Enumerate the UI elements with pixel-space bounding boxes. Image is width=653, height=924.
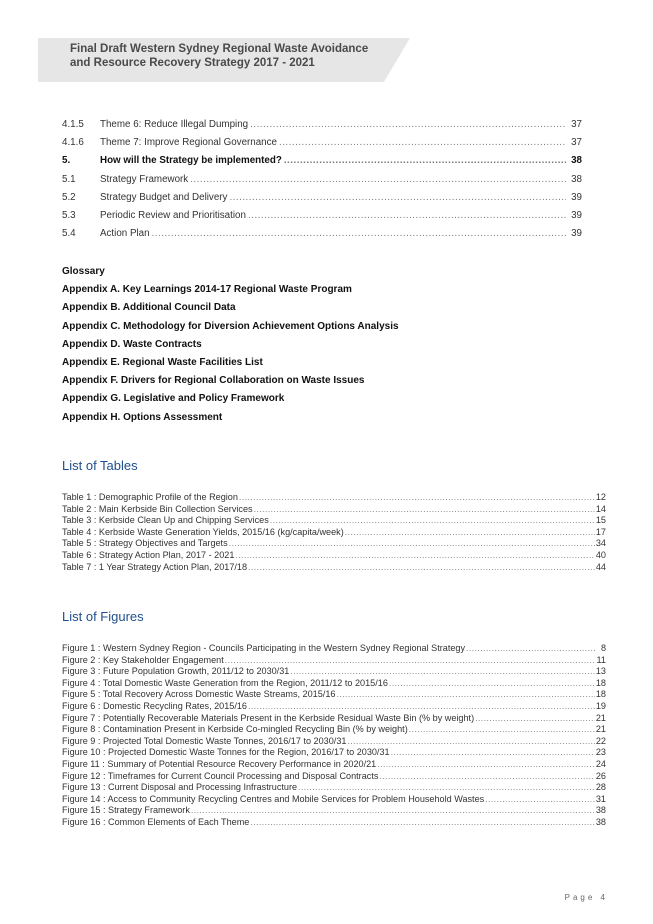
toc-entry-number: 5.2 — [62, 191, 76, 203]
list-item-page: 18 — [595, 689, 606, 700]
list-leader — [250, 817, 595, 827]
list-leader — [290, 666, 595, 676]
list-leader — [379, 771, 594, 781]
toc-leader — [250, 119, 566, 130]
toc-entry-number: 5.3 — [62, 209, 76, 221]
table-list-item[interactable] — [62, 527, 606, 539]
list-item-title: Figure 12 : Timeframes for Current Council Processing and Disposal Contracts — [62, 770, 379, 781]
toc-entry[interactable] — [62, 210, 582, 228]
list-leader — [239, 492, 595, 502]
list-item-page: 24 — [595, 758, 606, 769]
list-item-title: Table 5 : Strategy Objectives and Targets — [62, 538, 228, 549]
list-leader — [389, 678, 595, 688]
toc-entry-title: Theme 6: Reduce Illegal Dumping — [100, 119, 249, 130]
list-item-page: 11 — [596, 654, 606, 665]
list-item-title: Figure 15 : Strategy Framework — [62, 805, 190, 816]
figure-list-item[interactable] — [62, 724, 606, 736]
list-item-page: 18 — [595, 677, 606, 688]
toc-entry[interactable] — [62, 228, 582, 246]
list-leader — [347, 736, 594, 746]
list-item-title: Table 7 : 1 Year Strategy Action Plan, 2017/18 — [62, 561, 248, 572]
list-item-page: 19 — [595, 700, 606, 711]
appendix-list — [62, 265, 582, 429]
appendix-f-link[interactable]: Appendix F. Drivers for Regional Collaboration on Waste Issues — [62, 375, 365, 387]
figure-list-item[interactable] — [62, 782, 606, 794]
toc-entry-page: 37 — [571, 119, 582, 130]
appendix-b-link[interactable]: Appendix B. Additional Council Data — [62, 302, 236, 314]
list-item-title: Figure 2 : Key Stakeholder Engagement — [62, 654, 224, 665]
document-title — [70, 42, 410, 70]
list-item-title: Figure 13 : Current Disposal and Processing Infrastructure — [62, 782, 298, 793]
list-item-title: Table 2 : Main Kerbside Bin Collection Services — [62, 503, 253, 514]
list-item-title: Figure 5 : Total Recovery Across Domestic Waste Streams, 2015/16 — [62, 689, 336, 700]
list-leader — [270, 515, 595, 525]
toc-entry-number: 4.1.5 — [62, 119, 84, 130]
figure-list-item[interactable] — [62, 643, 606, 655]
list-leader — [377, 759, 595, 769]
appendix-h-link[interactable]: Appendix H. Options Assessment — [62, 411, 223, 423]
list-item-page: 26 — [595, 770, 606, 781]
appendix-d-link[interactable]: Appendix D. Waste Contracts — [62, 338, 202, 350]
list-leader — [485, 794, 595, 804]
list-item-page: 8 — [600, 643, 606, 653]
figure-list-item[interactable] — [62, 655, 606, 667]
list-item-page: 21 — [595, 724, 606, 735]
list-item-page: 23 — [595, 747, 606, 758]
toc-entry-title: Periodic Review and Prioritisation — [100, 209, 246, 221]
list-item-page: 28 — [595, 782, 606, 793]
toc-entry-title: How will the Strategy be implemented? — [100, 155, 282, 167]
appendix-a-link[interactable]: Appendix A. Key Learnings 2014-17 Regional Waste Program — [62, 284, 352, 296]
toc-entry-title: Theme 7: Improve Regional Governance — [100, 137, 277, 149]
appendix-e-link[interactable]: Appendix E. Regional Waste Facilities List — [62, 356, 263, 368]
figure-list-item[interactable] — [62, 713, 606, 725]
toc-entry-title: Strategy Budget and Delivery — [100, 191, 228, 203]
figure-list-item[interactable] — [62, 771, 606, 783]
table-list-item[interactable] — [62, 492, 606, 504]
list-item-page: 12 — [595, 492, 606, 502]
toc-leader — [284, 155, 566, 166]
list-item-title: Figure 4 : Total Domestic Waste Generation from the Region, 2011/12 to 2015/16 — [62, 677, 388, 688]
toc-entry-number: 4.1.6 — [62, 137, 84, 149]
list-leader — [336, 689, 594, 699]
toc-leader — [190, 174, 566, 185]
list-item-page: 13 — [595, 666, 606, 677]
toc-leader — [248, 210, 566, 221]
toc-leader — [152, 228, 566, 239]
list-of-tables-heading: List of Tables — [62, 458, 138, 473]
list-item-title: Table 4 : Kerbside Waste Generation Yields, 2015/16 (kg/capita/week) — [62, 526, 344, 537]
table-list-item[interactable] — [62, 538, 606, 550]
toc-entry-number: 5.1 — [62, 173, 76, 185]
list-leader — [409, 724, 595, 734]
table-list-item[interactable] — [62, 562, 606, 574]
list-leader — [254, 504, 595, 514]
list-leader — [248, 701, 595, 711]
appendix-c-link[interactable]: Appendix C. Methodology for Diversion Achievement Options Analysis — [62, 320, 399, 332]
list-item-title: Figure 3 : Future Population Growth, 2011/12 to 2030/31 — [62, 666, 290, 677]
list-leader — [391, 747, 595, 757]
toc-entry-page: 39 — [571, 228, 582, 240]
toc-entry-page: 38 — [571, 155, 582, 167]
list-item-title: Figure 1 : Western Sydney Region - Councils Participating in the Western Sydney Regional Strategy — [62, 643, 466, 653]
list-item-title: Figure 14 : Access to Community Recycling Centres and Mobile Services for Problem Household Wastes — [62, 793, 485, 804]
page-number: 4 — [600, 893, 608, 902]
table-list-item[interactable] — [62, 504, 606, 516]
list-of-tables — [62, 492, 606, 573]
toc-entry-number: 5. — [62, 155, 71, 167]
table-list-item[interactable] — [62, 515, 606, 527]
figure-list-item[interactable] — [62, 666, 606, 678]
table-of-contents — [62, 119, 582, 246]
list-leader — [345, 527, 595, 537]
toc-entry-title: Strategy Framework — [100, 173, 189, 185]
toc-entry[interactable] — [62, 119, 582, 137]
list-item-title: Figure 6 : Domestic Recycling Rates, 2015/16 — [62, 700, 247, 711]
toc-entry[interactable] — [62, 192, 582, 210]
figure-list-item[interactable] — [62, 747, 606, 759]
list-item-title: Figure 7 : Potentially Recoverable Materials Present in the Kerbside Residual Waste Bin (% by weight) — [62, 712, 475, 723]
glossary-link[interactable]: Glossary — [62, 266, 105, 277]
toc-entry-page: 38 — [571, 173, 582, 185]
list-item-page: 14 — [595, 503, 606, 514]
toc-entry-title: Action Plan — [100, 228, 150, 240]
appendix-g-link[interactable]: Appendix G. Legislative and Policy Framework — [62, 393, 285, 405]
list-item-page: 38 — [595, 805, 606, 816]
list-item-title: Figure 10 : Projected Domestic Waste Tonnes for the Region, 2016/17 to 2030/31 — [62, 747, 390, 758]
list-item-page: 31 — [595, 793, 606, 804]
list-item-title: Figure 8 : Contamination Present in Kerbside Co-mingled Recycling Bin (% by weight) — [62, 724, 408, 735]
list-leader — [235, 550, 594, 560]
list-leader — [248, 562, 595, 572]
list-item-page: 34 — [595, 538, 606, 549]
figure-list-item[interactable] — [62, 689, 606, 701]
list-item-page: 38 — [595, 816, 606, 827]
list-item-title: Figure 9 : Projected Total Domestic Waste Tonnes, 2016/17 to 2030/31 — [62, 735, 347, 746]
toc-entry[interactable] — [62, 137, 582, 155]
list-leader — [298, 782, 595, 792]
figure-list-item[interactable] — [62, 736, 606, 748]
toc-entry[interactable] — [62, 155, 582, 173]
toc-entry-page: 39 — [571, 209, 582, 221]
list-leader — [475, 713, 595, 723]
figure-list-item[interactable] — [62, 678, 606, 690]
list-item-page: 40 — [595, 549, 606, 560]
toc-entry-page: 39 — [571, 191, 582, 203]
list-item-title: Table 1 : Demographic Profile of the Region — [62, 492, 238, 502]
list-of-figures — [62, 643, 606, 829]
toc-leader — [229, 192, 566, 203]
list-item-title: Figure 11 : Summary of Potential Resource Recovery Performance in 2020/21 — [62, 758, 377, 769]
figure-list-item[interactable] — [62, 759, 606, 771]
table-list-item[interactable] — [62, 550, 606, 562]
list-item-page: 22 — [595, 735, 606, 746]
page-footer — [565, 893, 608, 902]
list-of-figures-heading: List of Figures — [62, 609, 144, 624]
page-label: Page — [564, 893, 596, 902]
figure-list-item[interactable] — [62, 701, 606, 713]
figure-list-item[interactable] — [62, 794, 606, 806]
list-item-page: 15 — [595, 515, 606, 526]
list-leader — [466, 643, 595, 653]
list-item-title: Table 6 : Strategy Action Plan, 2017 - 2021 — [62, 549, 235, 560]
toc-entry-page: 37 — [571, 137, 582, 149]
toc-leader — [279, 137, 566, 148]
list-item-page: 44 — [595, 561, 606, 572]
list-leader — [229, 538, 595, 548]
toc-entry-number: 5.4 — [62, 228, 76, 240]
list-item-title: Table 3 : Kerbside Clean Up and Chipping Services — [62, 515, 269, 526]
toc-entry[interactable] — [62, 174, 582, 192]
list-leader — [191, 805, 595, 815]
list-leader — [225, 655, 595, 665]
list-item-page: 21 — [595, 712, 606, 723]
list-item-title: Figure 16 : Common Elements of Each Theme — [62, 816, 250, 827]
document-title-line-2: and Resource Recovery Strategy 2017 - 2021 — [70, 57, 315, 69]
figure-list-item[interactable] — [62, 817, 606, 829]
figure-list-item[interactable] — [62, 805, 606, 817]
document-title-line-1: Final Draft Western Sydney Regional Waste Avoidance — [70, 43, 369, 55]
list-item-page: 17 — [595, 526, 606, 537]
